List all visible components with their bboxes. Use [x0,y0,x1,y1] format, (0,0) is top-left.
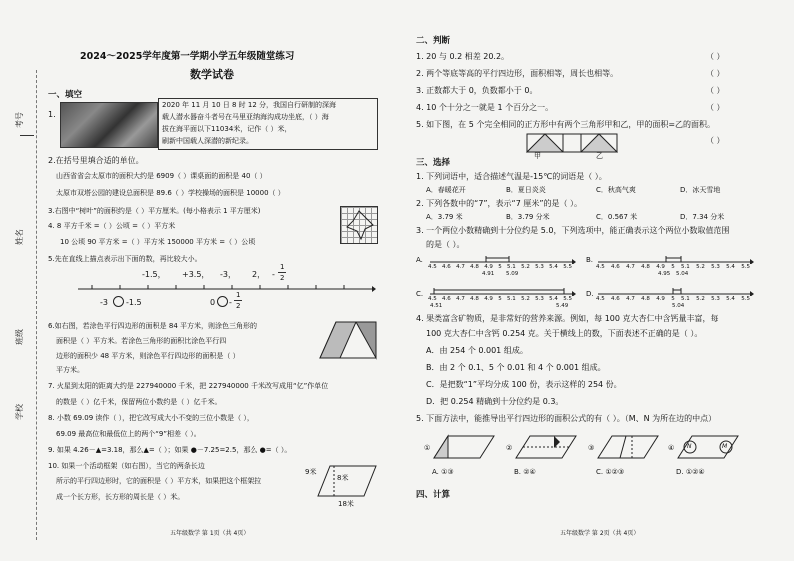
q8-line1: 8. 小数 69.09 读作（ ），把它改写成大小不变的三位小数是（ ）， [48,414,254,422]
tick: 4.6 [442,264,451,270]
c5-opt-c[interactable]: C. ①②③ [596,468,625,476]
c3-c-sub1: 4.51 [430,303,443,309]
c3-c-sub2: 5.49 [556,303,569,309]
tick: 4.5 [596,264,605,270]
left-footer: 五年级数学 第 1页（共 4页） [170,530,250,537]
q9-text: 9. 如果 4.26－▲=3.18，那么▲=（ ）；如果 ●－7.25=2.5，那么 ●=（ ）。 [48,446,292,454]
c5-fig2-label: ② [506,444,513,452]
choice-5: 5. 下面方法中，能推导出平行四边形的面积公式的有（ ）。（M、N 为所在边的中点） [416,414,717,423]
tick: 4.9 [484,296,493,302]
choice-2-c[interactable]: C．0.567 米 [596,213,638,221]
tick: 5.1 [507,264,516,270]
sidebar-line [20,135,34,136]
q10-line3: 成一个长方形，长方形的周长是（ ）米。 [56,493,185,501]
q1-photo [60,102,158,148]
q5-num-1: -1.5， [142,270,166,279]
q1-line4: 刷新中国载人深潜的新纪录。 [162,137,253,145]
q10-label-9: 9米 [305,468,317,476]
tick: 5.1 [681,296,690,302]
c5-fig1-label: ① [424,444,431,452]
choice-1-d[interactable]: D．冰天雪地 [680,186,721,194]
q5-text: 5.先在直线上描点表示出下面的数，再比较大小。 [48,255,202,263]
q4-line2: 10 公顷 90 平方米 =（ ）平方米 150000 平方米 =（ ）公顷 [60,238,256,246]
sidebar-banji: 班级 [15,329,24,345]
c5-fig4-label: ④ [668,444,675,452]
tick: 4.5 [428,296,437,302]
q5-compare2-num: 1 [236,291,241,299]
tick: 4.7 [456,296,465,302]
choice-1-b[interactable]: B．夏日炎炎 [506,186,546,194]
judge-5-jia: 甲 [534,152,541,160]
choice-3-line2: 的是（ ）。 [426,240,465,249]
q7-line1: 7. 火星到太阳的距离大约是 227940000 千米，把 227940000 千米改写成用“亿”作单位 [48,382,329,390]
q5-frac-num: 1 [280,263,285,271]
c5-fig3-label: ③ [588,444,595,452]
c3-d-sub1: 5.04 [672,303,685,309]
judge-5-yi: 乙 [596,152,603,160]
q5-num-2: +3.5， [182,270,210,279]
leaf-icon [341,207,377,243]
tick: 5.4 [726,296,735,302]
tick: 5.1 [681,264,690,270]
q4-line1: 4. 8 平方千米 =（ ）公顷 =（ ）平方米 [48,222,176,230]
tick: 5 [671,296,675,302]
sidebar-xingming: 姓名 [15,229,24,245]
judge-3: 3. 正数都大于 0，负数都小于 0。 [416,86,538,95]
tick: 4.8 [470,264,479,270]
choice-4-c[interactable]: C．是把数“1”平均分成 100 份，表示这样的 254 份。 [426,380,622,389]
section-fill: 一、填空 [48,90,83,100]
c3-ticks-d [596,296,750,302]
tick: 4.6 [442,296,451,302]
c5-opt-b[interactable]: B. ②④ [514,468,536,476]
c3-label-a[interactable]: A. [416,256,423,264]
c5-n-label: N [687,443,692,450]
choice-2-a[interactable]: A．3.79 米 [426,213,463,221]
tick: 5.4 [726,264,735,270]
choice-4-a[interactable]: A．由 254 个 0.001 组成。 [426,346,528,355]
tick: 5.2 [521,296,530,302]
c3-ticks-b [596,264,750,270]
q5-frac-den: 2 [280,274,285,282]
tick: 4.9 [656,296,665,302]
right-footer: 五年级数学 第 2页（共 4页） [560,530,640,537]
q5-compare2-bar [234,300,242,301]
c5-opt-a[interactable]: A. ①③ [432,468,454,476]
section-calc: 四、计算 [416,490,451,500]
tick: 4.6 [611,296,620,302]
q5-compare2-circle[interactable] [217,296,228,307]
choice-1-a[interactable]: A．春暖花开 [426,186,466,194]
q5-num-4: 2， [252,270,266,279]
tick: 4.8 [641,264,650,270]
q8-line2: 69.09 最高位和最低位上的两个“9”相差（ ）。 [56,430,201,438]
judge-2: 2. 两个等底等高的平行四边形，面积相等，周长也相等。 [416,69,619,78]
q6-figure [318,320,378,360]
c5-fig2 [514,434,578,460]
binding-line [36,70,37,540]
tick: 5.3 [535,264,544,270]
judge-4: 4. 10 个十分之一就是 1 个百分之一。 [416,103,554,112]
q2-line1: 山西省省会太原市的面积大约是 6909（ ）课桌面的面积是 40（ ） [56,172,267,180]
section-judge: 二、判断 [416,36,451,46]
tick: 5.3 [711,296,720,302]
c3-label-c[interactable]: C. [416,290,424,298]
tick: 5 [498,296,502,302]
tick: 5.4 [549,264,558,270]
exam-subtitle: 数学试卷 [190,68,234,81]
leaf-grid [340,206,378,244]
q6-line2: 面积是（ ）平方米。若涂色三角形的面积比涂色平行四 [56,337,227,345]
choice-1: 1. 下列词语中，适合描述气温是-15℃的词语是（ ）。 [416,172,607,181]
tick: 4.7 [456,264,465,270]
c3-b-sub2: 5.04 [676,271,689,277]
q10-label-18: 18米 [338,500,354,508]
tick: 5 [498,264,502,270]
judge-2-answer[interactable]: （ ） [706,69,725,78]
q5-compare1-b: -1.5 [126,298,142,307]
sidebar-kaohao: 考号 [15,112,24,128]
judge-1-answer[interactable]: （ ） [706,52,725,61]
q10-line2: 所示的平行四边形时，它的面积是（ ）平方米，如果把这个框架拉 [56,477,262,485]
judge-5: 5. 如下图，在 5 个完全相同的正方形中有两个三角形甲和乙，甲的面积=乙的面积。 [416,120,716,129]
q5-compare1-circle[interactable] [113,296,124,307]
choice-2-b[interactable]: B．3.79 分米 [506,213,550,221]
judge-5-answer[interactable]: （ ） [706,136,725,145]
tick: 4.7 [626,264,635,270]
c3-b-sub1: 4.95 [658,271,671,277]
tick: 5.5 [563,296,572,302]
q3-text: 3.右图中“树叶”的面积约是（ ）平方厘米。(每小格表示 1 平方厘米) [48,207,261,215]
c5-opt-d[interactable]: D. ①②④ [676,468,705,476]
q5-number-line [78,282,376,296]
c3-line-a [428,254,576,264]
choice-4-b[interactable]: B．由 2 个 0.1、5 个 0.01 和 4 个 0.001 组成。 [426,363,606,372]
sidebar-xuexiao: 学校 [15,404,24,420]
tick: 5.5 [741,296,750,302]
c3-line-d [596,286,754,296]
q2-title: 2.在括号里填合适的单位。 [48,156,144,165]
choice-4-d[interactable]: D．把 0.254 精确到十分位约是 0.3。 [426,397,564,406]
tick: 4.7 [626,296,635,302]
choice-4-line1: 4. 果类富含矿物质，是非常好的营养来源。例如，每 100 克大杏仁中含钙量丰富，每 [416,314,719,323]
q5-compare2-den: 2 [236,302,241,310]
tick: 5.1 [507,296,516,302]
q6-line1: 6.如右图，若涂色平行四边形的面积是 84 平方米，则涂色三角形的 [48,322,258,330]
c5-fig3 [596,434,660,460]
c5-fig4 [676,434,740,460]
tick: 4.5 [428,264,437,270]
exam-title: 2024～2025学年度第一学期小学五年级随堂练习 [80,51,295,62]
tick: 4.6 [611,264,620,270]
tick: 5.2 [521,264,530,270]
q7-line2: 的数是（ ）亿千米，保留两位小数约是（ ）亿千米。 [56,398,222,406]
tick: 4.9 [484,264,493,270]
c3-label-d[interactable]: D. [586,290,594,298]
choice-4-line2: 100 克大杏仁中含钙 0.254 克。关于横线上的数，下面表述不正确的是（ ）。 [426,329,703,338]
choice-2-d[interactable]: D．7.34 分米 [680,213,725,221]
choice-2: 2. 下列各数中的“7”，表示“7 厘米”的是（ ）。 [416,199,583,208]
tick: 4.8 [641,296,650,302]
judge-5-figure [526,133,618,153]
tick: 5.2 [696,264,705,270]
q2-line2: 太原市双塔公园的建设总面积是 89.6（ ）学校操场的面积是 10000（ ） [56,189,285,197]
q5-compare2-a: 0 [210,298,216,307]
c3-line-c [428,286,576,296]
tick: 5.4 [549,296,558,302]
tick: 4.9 [656,264,665,270]
tick: 4.8 [470,296,479,302]
c5-fig1 [432,434,496,460]
q6-line4: 平方米。 [56,366,84,374]
c3-a-sub1: 4.91 [482,271,495,277]
judge-3-answer[interactable]: （ ） [706,86,725,95]
c3-a-sub2: 5.09 [506,271,519,277]
q10-line1: 10. 如果一个活动框架（如右图），当它的两条长边 [48,462,205,470]
q5-frac-bar [278,272,286,273]
choice-3-line1: 3. 一个两位小数精确到十分位约是 5.0，下列选项中，能正确表示这个两位小数取值范围 [416,226,730,235]
tick: 5.5 [741,264,750,270]
q1-line1: 2020 年 11 月 10 日 8 时 12 分，我国自行研制的深海 [162,101,337,109]
q6-line3: 边形的面积少 48 平方米，则涂色平行四边形的面积是（ ） [56,352,240,360]
tick: 5.3 [535,296,544,302]
q5-frac-sign: - [272,270,275,279]
q1-number: 1. [48,110,56,119]
q1-line3: 拔在海平面以下11034米，记作（ ）米， [162,125,292,133]
c3-line-b [596,254,754,264]
judge-1: 1. 20 与 0.2 相差 20.2。 [416,52,510,61]
c3-label-b[interactable]: B. [586,256,594,264]
c5-m-label: M [722,443,728,450]
q5-num-3: -3， [220,270,236,279]
section-choice: 三、选择 [416,158,451,168]
q5-compare2-sign: - [229,298,232,307]
q10-label-8: 8米 [337,474,349,482]
tick: 4.5 [596,296,605,302]
tick: 5 [671,264,675,270]
c3-ticks-c [428,296,572,302]
q1-line2: 载人潜水器奋斗者号在马里亚纳海沟成功坐底，（ ）海 [162,113,329,121]
c3-ticks-a [428,264,572,270]
choice-1-c[interactable]: C．秋高气爽 [596,186,636,194]
judge-4-answer[interactable]: （ ） [706,103,725,112]
tick: 5.5 [563,264,572,270]
tick: 5.3 [711,264,720,270]
q5-compare1-a: -3 [100,298,108,307]
tick: 5.2 [696,296,705,302]
